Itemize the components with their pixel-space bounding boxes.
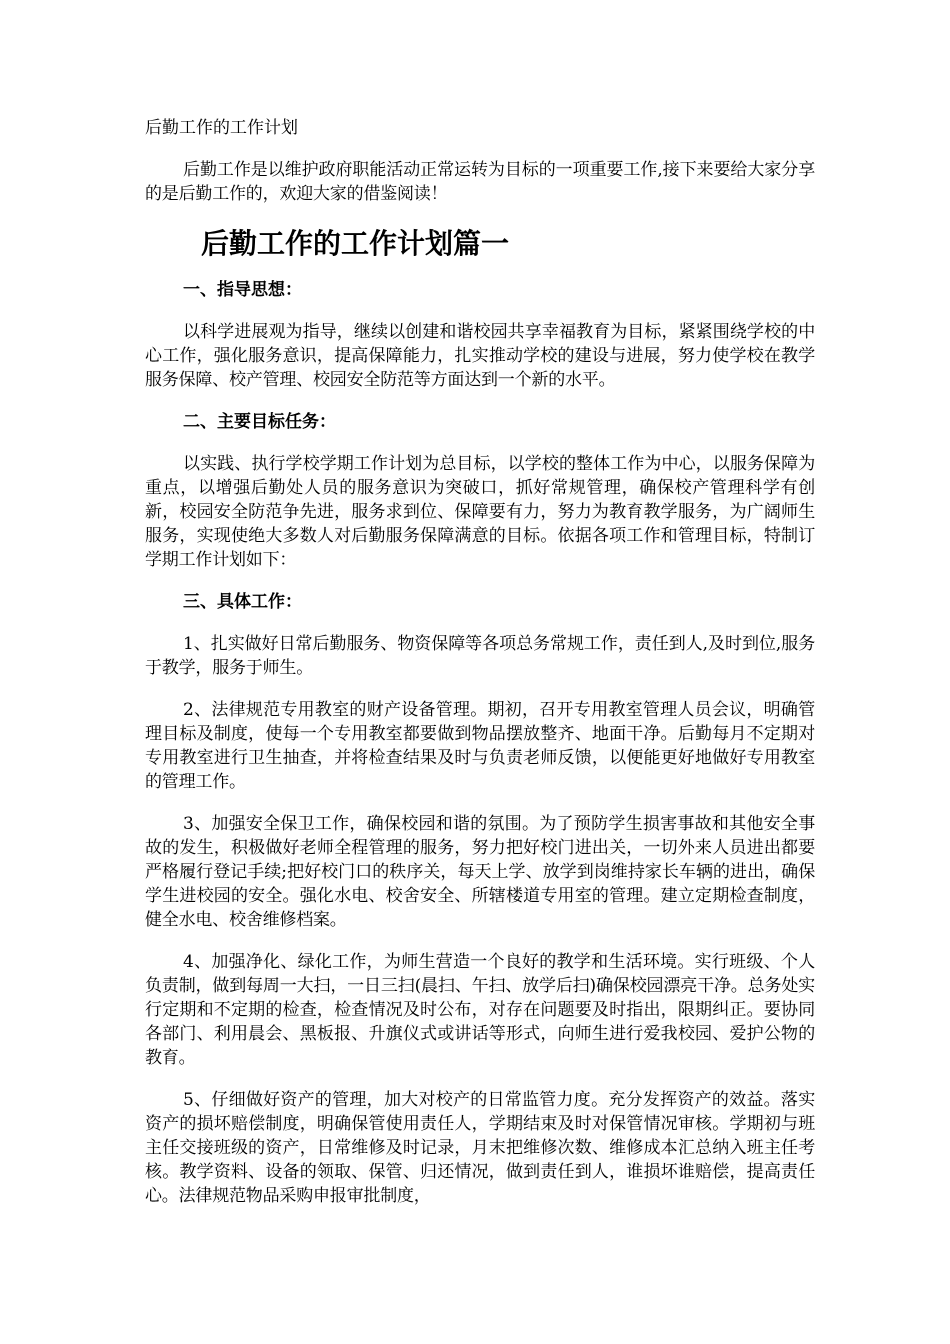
intro-paragraph: 后勤工作是以维护政府职能活动正常运转为目标的一项重要工作,接下来要给大家分享的是后勤工作的，欢迎大家的借鉴阅读！: [145, 160, 815, 204]
article-heading: 后勤工作的工作计划篇一: [201, 227, 510, 260]
paragraph-item-2: 2、法律规范专用教室的财产设备管理。期初，召开专用教室管理人员会议，明确管理目标及制度，使每一个专用教室都要做到物品摆放整齐、地面干净。后勤每月不定期对专用教室进行卫生抽查，并将检查结果及时与负责老师反馈，以便能更好地做好专用教室的管理工作。: [145, 700, 815, 792]
section-heading-guiding-ideology: 一、指导思想：: [183, 280, 302, 300]
document-title: 后勤工作的工作计划: [145, 118, 298, 138]
paragraph-item-4: 4、加强净化、绿化工作，为师生营造一个良好的教学和生活环境。实行班级、个人负责制，做到每周一大扫，一日三扫(晨扫、午扫、放学后扫)确保校园漂亮干净。总务处实行定期和不定期的检查，检查情况及时公布，对存在问题要及时指出，限期纠正。要协同各部门、利用晨会、黑板报、升旗仪式或讲话等形式，向师生进行爱我校园、爱护公物的教育。: [145, 952, 815, 1068]
section-heading-main-goals: 二、主要目标任务：: [183, 412, 336, 432]
section-heading-specific-work: 三、具体工作：: [183, 592, 302, 612]
paragraph-item-5: 5、仔细做好资产的管理，加大对校产的日常监管力度。充分发挥资产的效益。落实资产的损坏赔偿制度，明确保管使用责任人，学期结束及时对保管情况审核。学期初与班主任交接班级的资产，日常维修及时记录，月末把维修次数、维修成本汇总纳入班主任考核。教学资料、设备的领取、保管、归还情况，做到责任到人，谁损坏谁赔偿，提高责任心。法律规范物品采购申报审批制度，: [145, 1090, 815, 1206]
paragraph-item-1: 1、扎实做好日常后勤服务、物资保障等各项总务常规工作，责任到人,及时到位,服务于教学，服务于师生。: [145, 634, 815, 678]
paragraph-main-goals: 以实践、执行学校学期工作计划为总目标，以学校的整体工作为中心，以服务保障为重点，以增强后勤处人员的服务意识为突破口，抓好常规管理，确保校产管理科学有创新，校园安全防范争先进，服务求到位、保障要有力，努力为教育教学服务，为广阔师生服务，实现使绝大多数人对后勤服务保障满意的目标。依据各项工作和管理目标，特制订学期工作计划如下：: [145, 454, 815, 570]
document-body: [145, 116, 815, 1226]
paragraph-item-3: 3、加强安全保卫工作，确保校园和谐的氛围。为了预防学生损害事故和其他安全事故的发生，积极做好老师全程管理的服务，努力把好校门进出关，一切外来人员进出都要严格履行登记手续;把好校门口的秩序关，每天上学、放学到岗维持家长车辆的进出，确保学生进校园的安全。强化水电、校舍安全、所辖楼道专用室的管理。建立定期检查制度，健全水电、校舍维修档案。: [145, 814, 815, 930]
paragraph-guiding-ideology: 以科学进展观为指导，继续以创建和谐校园共享幸福教育为目标，紧紧围绕学校的中心工作，强化服务意识，提高保障能力，扎实推动学校的建设与进展，努力使学校在教学服务保障、校产管理、校园安全防范等方面达到一个新的水平。: [145, 322, 815, 390]
